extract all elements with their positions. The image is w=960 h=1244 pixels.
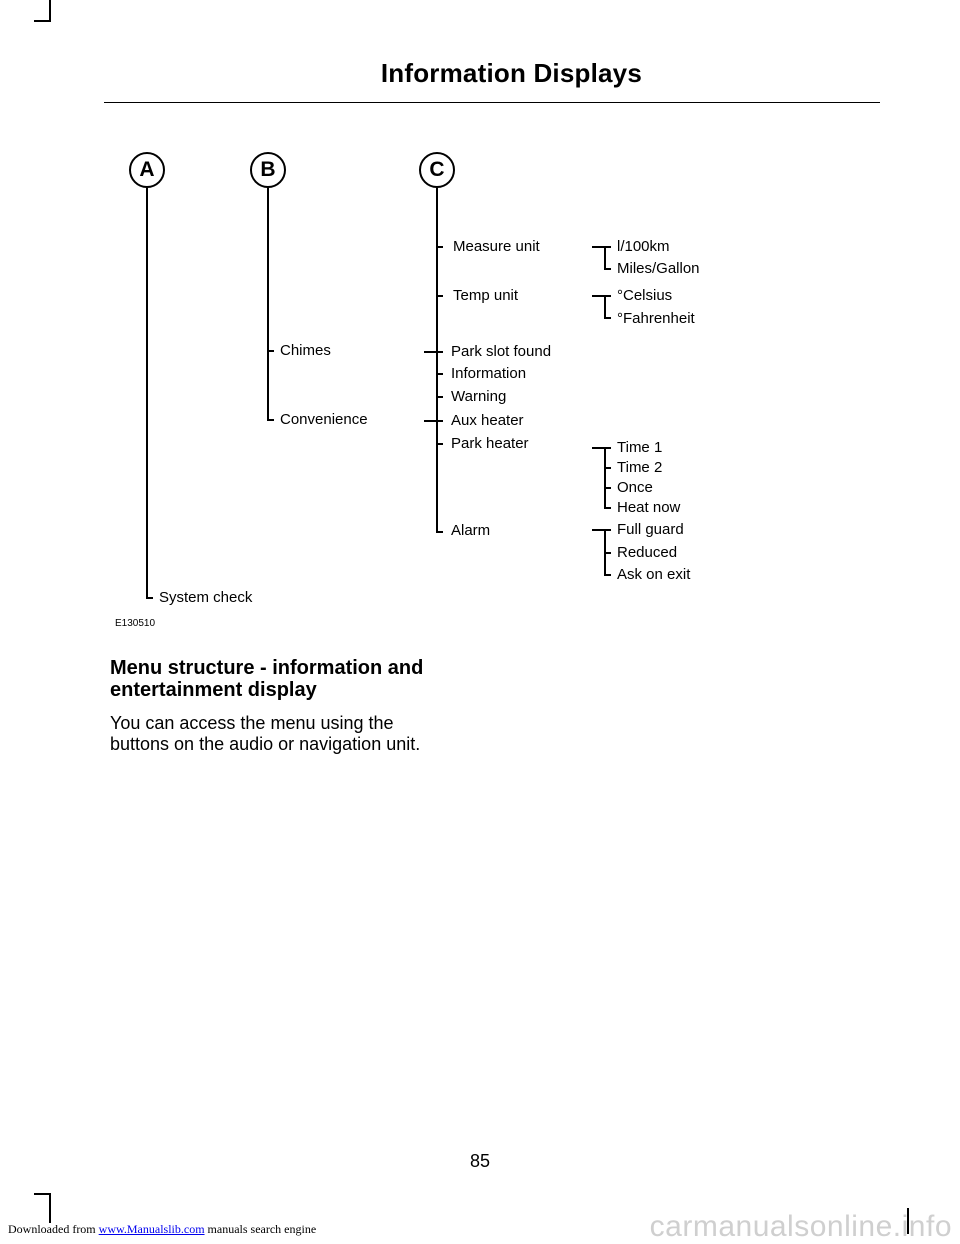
tree-tick	[436, 443, 443, 445]
menu-item-chimes: Chimes	[280, 342, 331, 359]
menu-item-warning: Warning	[451, 388, 507, 405]
tree-line-b	[267, 188, 269, 420]
tree-line-d-measure	[604, 246, 606, 269]
tree-tick	[604, 268, 611, 270]
section-title-line-2: entertainment display	[110, 679, 317, 701]
option-once: Once	[617, 479, 653, 496]
page-number: 85	[469, 1151, 491, 1171]
tree-tick	[424, 420, 443, 422]
manualslib-link[interactable]: www.Manualslib.com	[98, 1222, 205, 1236]
menu-item-convenience: Convenience	[280, 411, 368, 428]
tree-tick	[436, 246, 443, 248]
tree-tick	[604, 574, 611, 576]
tree-tick	[436, 531, 443, 533]
option-l100km: l/100km	[617, 238, 670, 255]
tree-tick	[424, 351, 443, 353]
page-header-title: Information Displays	[380, 58, 642, 88]
option-full-guard: Full guard	[617, 521, 684, 538]
menu-item-park-heater: Park heater	[451, 435, 529, 452]
tree-tick	[604, 317, 611, 319]
section-body	[110, 713, 420, 755]
section-title-line-1: Menu structure - information and	[110, 657, 424, 679]
option-celsius: °Celsius	[617, 287, 673, 304]
tree-tick	[267, 419, 274, 421]
tree-tick	[604, 487, 611, 489]
watermark: carmanualsonline.info	[649, 1210, 952, 1243]
crop-mark-bottom-left-v	[49, 1193, 51, 1223]
option-ask-on-exit: Ask on exit	[617, 566, 691, 583]
crop-mark-top-left-v	[49, 0, 51, 22]
menu-item-measure-unit: Measure unit	[453, 238, 540, 255]
tree-tick	[267, 350, 274, 352]
tree-line-d-heater	[604, 447, 606, 508]
menu-item-aux-heater: Aux heater	[451, 412, 524, 429]
tree-tick	[436, 373, 443, 375]
menu-item-park-slot-found: Park slot found	[451, 343, 552, 360]
marker-a: A	[129, 152, 165, 188]
tree-line-c	[436, 188, 438, 532]
marker-b: B	[250, 152, 286, 188]
crop-mark-bottom-left-h	[34, 1193, 51, 1195]
tree-tick	[604, 467, 611, 469]
tree-tick	[592, 295, 611, 297]
tree-tick	[592, 447, 611, 449]
crop-mark-top-left-h	[34, 20, 51, 22]
menu-item-alarm: Alarm	[451, 522, 491, 539]
tree-tick	[592, 529, 611, 531]
tree-tick	[592, 246, 611, 248]
tree-tick	[146, 597, 153, 599]
footer-suffix: manuals search engine	[207, 1222, 317, 1236]
menu-item-temp-unit: Temp unit	[453, 287, 519, 304]
option-time-1: Time 1	[617, 439, 663, 456]
menu-item-information: Information	[451, 365, 527, 382]
header-rule	[104, 102, 880, 103]
section-body-line-1: You can access the menu using the	[110, 713, 394, 733]
tree-tick	[436, 295, 443, 297]
tree-tick	[436, 396, 443, 398]
tree-tick	[604, 552, 611, 554]
option-miles-gallon: Miles/Gallon	[617, 260, 700, 277]
marker-c: C	[419, 152, 455, 188]
tree-line-a	[146, 188, 148, 598]
section-title	[110, 657, 423, 701]
option-fahrenheit: °Fahrenheit	[617, 310, 695, 327]
option-reduced: Reduced	[617, 544, 678, 561]
figure-id: E130510	[115, 618, 156, 629]
section-body-line-2: buttons on the audio or navigation unit.	[110, 734, 421, 754]
option-heat-now: Heat now	[617, 499, 681, 516]
footer-prefix: Downloaded from	[8, 1222, 96, 1236]
tree-line-d-temp	[604, 295, 606, 318]
menu-item-system-check: System check	[159, 589, 253, 606]
download-footer	[8, 1222, 316, 1237]
tree-tick	[604, 507, 611, 509]
option-time-2: Time 2	[617, 459, 663, 476]
